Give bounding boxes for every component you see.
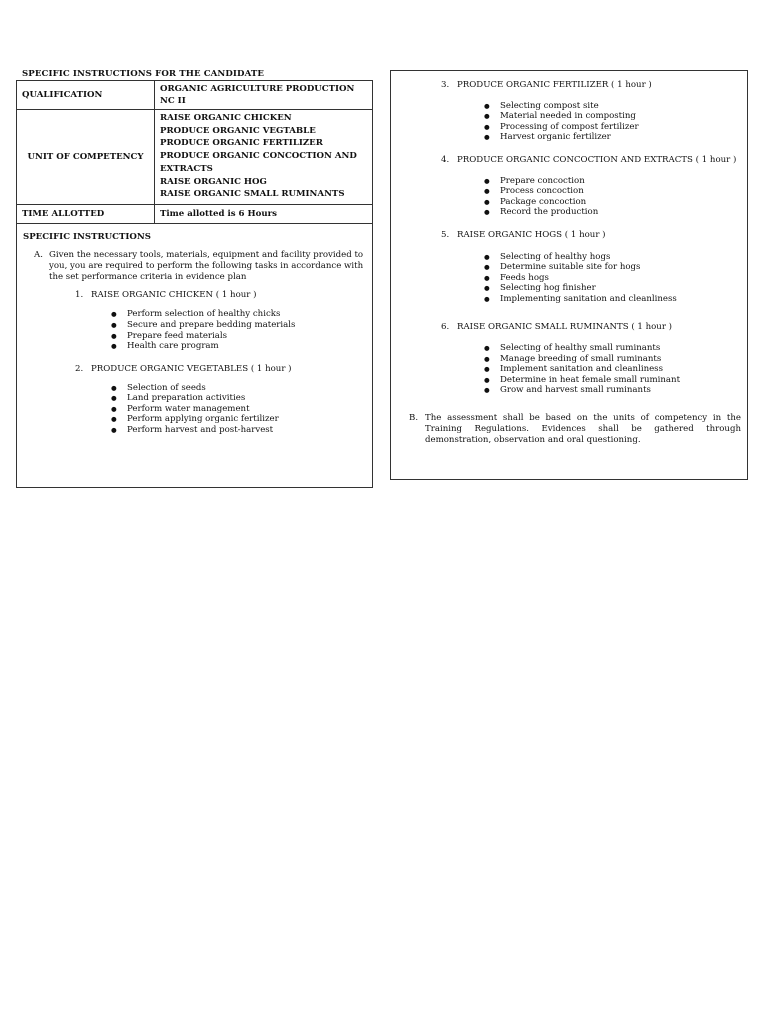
unit-item: RAISE ORGANIC SMALL RUMINANTS xyxy=(160,189,345,200)
task-3-list xyxy=(500,101,741,143)
list-item: ● Record the production xyxy=(500,207,741,218)
task-number: 6. xyxy=(441,321,450,332)
list-item: ● Manage breeding of small ruminants xyxy=(500,354,741,365)
list-item: ● Perform harvest and post-harvest xyxy=(127,425,366,436)
task-4-list xyxy=(500,176,741,218)
task-5 xyxy=(441,230,741,241)
time-label: TIME ALLOTTED xyxy=(17,204,155,223)
task-1 xyxy=(75,290,366,300)
list-item: ● Implement sanitation and cleanliness xyxy=(500,364,741,375)
unit-label: UNIT OF COMPETENCY xyxy=(17,110,155,205)
instruction-a-text: Given the necessary tools, materials, equipment and facility provided to you, you are required to perform the following tasks in accordance with the set performance criteria in evidence plan xyxy=(49,249,364,282)
page-title: SPECIFIC INSTRUCTIONS FOR THE CANDIDATE xyxy=(22,69,265,79)
task-2 xyxy=(75,364,366,374)
left-panel xyxy=(16,80,373,488)
list-item: ● Selecting of healthy hogs xyxy=(500,252,741,263)
time-row xyxy=(17,204,372,223)
task-2-list xyxy=(127,383,366,436)
instruction-b-label: B. xyxy=(409,413,419,424)
task-number: 1. xyxy=(75,290,84,301)
list-item: ● Land preparation activities xyxy=(127,393,366,404)
task-1-list xyxy=(127,309,366,351)
task-3 xyxy=(441,80,741,91)
list-item: ● Implementing sanitation and cleanliness xyxy=(500,294,741,305)
list-item: ● Harvest organic fertilizer xyxy=(500,132,741,143)
task-6 xyxy=(441,322,741,333)
qualification-row xyxy=(17,81,372,110)
task-6-list xyxy=(500,343,741,396)
unit-item: PRODUCE ORGANIC CONCOCTION AND EXTRACTS xyxy=(160,151,357,174)
list-item: ● Grow and harvest small ruminants xyxy=(500,385,741,396)
list-item: ● Perform water management xyxy=(127,404,366,415)
right-panel xyxy=(390,70,748,480)
unit-item: PRODUCE ORGANIC VEGTABLE xyxy=(160,125,316,136)
list-item: ● Selecting compost site xyxy=(500,101,741,112)
list-item: ● Secure and prepare bedding materials xyxy=(127,320,366,331)
unit-item: RAISE ORGANIC CHICKEN xyxy=(160,113,292,123)
list-item: ● Package concoction xyxy=(500,197,741,208)
list-item: ● Selecting hog finisher xyxy=(500,283,741,294)
task-title: RAISE ORGANIC HOGS ( 1 hour ) xyxy=(457,229,606,240)
list-item: ● Material needed in composting xyxy=(500,111,741,122)
instructions-section xyxy=(17,224,372,436)
instruction-a xyxy=(23,250,366,282)
list-item: ● Perform applying organic fertilizer xyxy=(127,414,366,425)
list-item: ● Determine in heat female small ruminant xyxy=(500,375,741,386)
time-value: Time allotted is 6 Hours xyxy=(155,204,373,223)
list-item: ● Perform selection of healthy chicks xyxy=(127,309,366,320)
list-item: ● Selecting of healthy small ruminants xyxy=(500,343,741,354)
list-item: ● Prepare feed materials xyxy=(127,331,366,342)
list-item: ● Process concoction xyxy=(500,186,741,197)
instructions-heading: SPECIFIC INSTRUCTIONS xyxy=(23,231,151,242)
task-title: PRODUCE ORGANIC VEGETABLES ( 1 hour ) xyxy=(91,363,292,374)
task-title: PRODUCE ORGANIC FERTILIZER ( 1 hour ) xyxy=(457,80,652,90)
task-title: RAISE ORGANIC CHICKEN ( 1 hour ) xyxy=(91,290,257,301)
task-number: 4. xyxy=(441,154,450,165)
task-title: RAISE ORGANIC SMALL RUMINANTS ( 1 hour ) xyxy=(457,321,673,332)
task-title: PRODUCE ORGANIC CONCOCTION AND EXTRACTS ( 1 hour ) xyxy=(457,154,737,165)
task-number: 5. xyxy=(441,229,450,240)
list-item: ● Prepare concoction xyxy=(500,176,741,187)
list-item: ● Feeds hogs xyxy=(500,273,741,284)
task-5-list xyxy=(500,252,741,305)
qualification-value: ORGANIC AGRICULTURE PRODUCTION NC II xyxy=(155,81,373,110)
unit-row xyxy=(17,110,372,205)
unit-list xyxy=(155,110,373,205)
list-item: ● Determine suitable site for hogs xyxy=(500,262,741,273)
unit-item: PRODUCE ORGANIC FERTILIZER xyxy=(160,138,323,149)
info-table xyxy=(17,81,372,224)
unit-item: RAISE ORGANIC HOG xyxy=(160,176,267,187)
instruction-b-text: The assessment shall be based on the units of competency in the Training Regulations. Evidences shall be gathered through demonstration, observation and oral questioning. xyxy=(425,413,741,445)
list-item: ● Processing of compost fertilizer xyxy=(500,122,741,133)
task-4 xyxy=(441,155,741,166)
qualification-label: QUALIFICATION xyxy=(17,81,155,110)
instruction-b xyxy=(409,413,741,445)
instruction-a-label: A. xyxy=(34,249,43,260)
list-item: ● Health care program xyxy=(127,341,366,352)
list-item: ● Selection of seeds xyxy=(127,383,366,394)
task-number: 3. xyxy=(441,80,450,90)
task-number: 2. xyxy=(75,363,84,374)
